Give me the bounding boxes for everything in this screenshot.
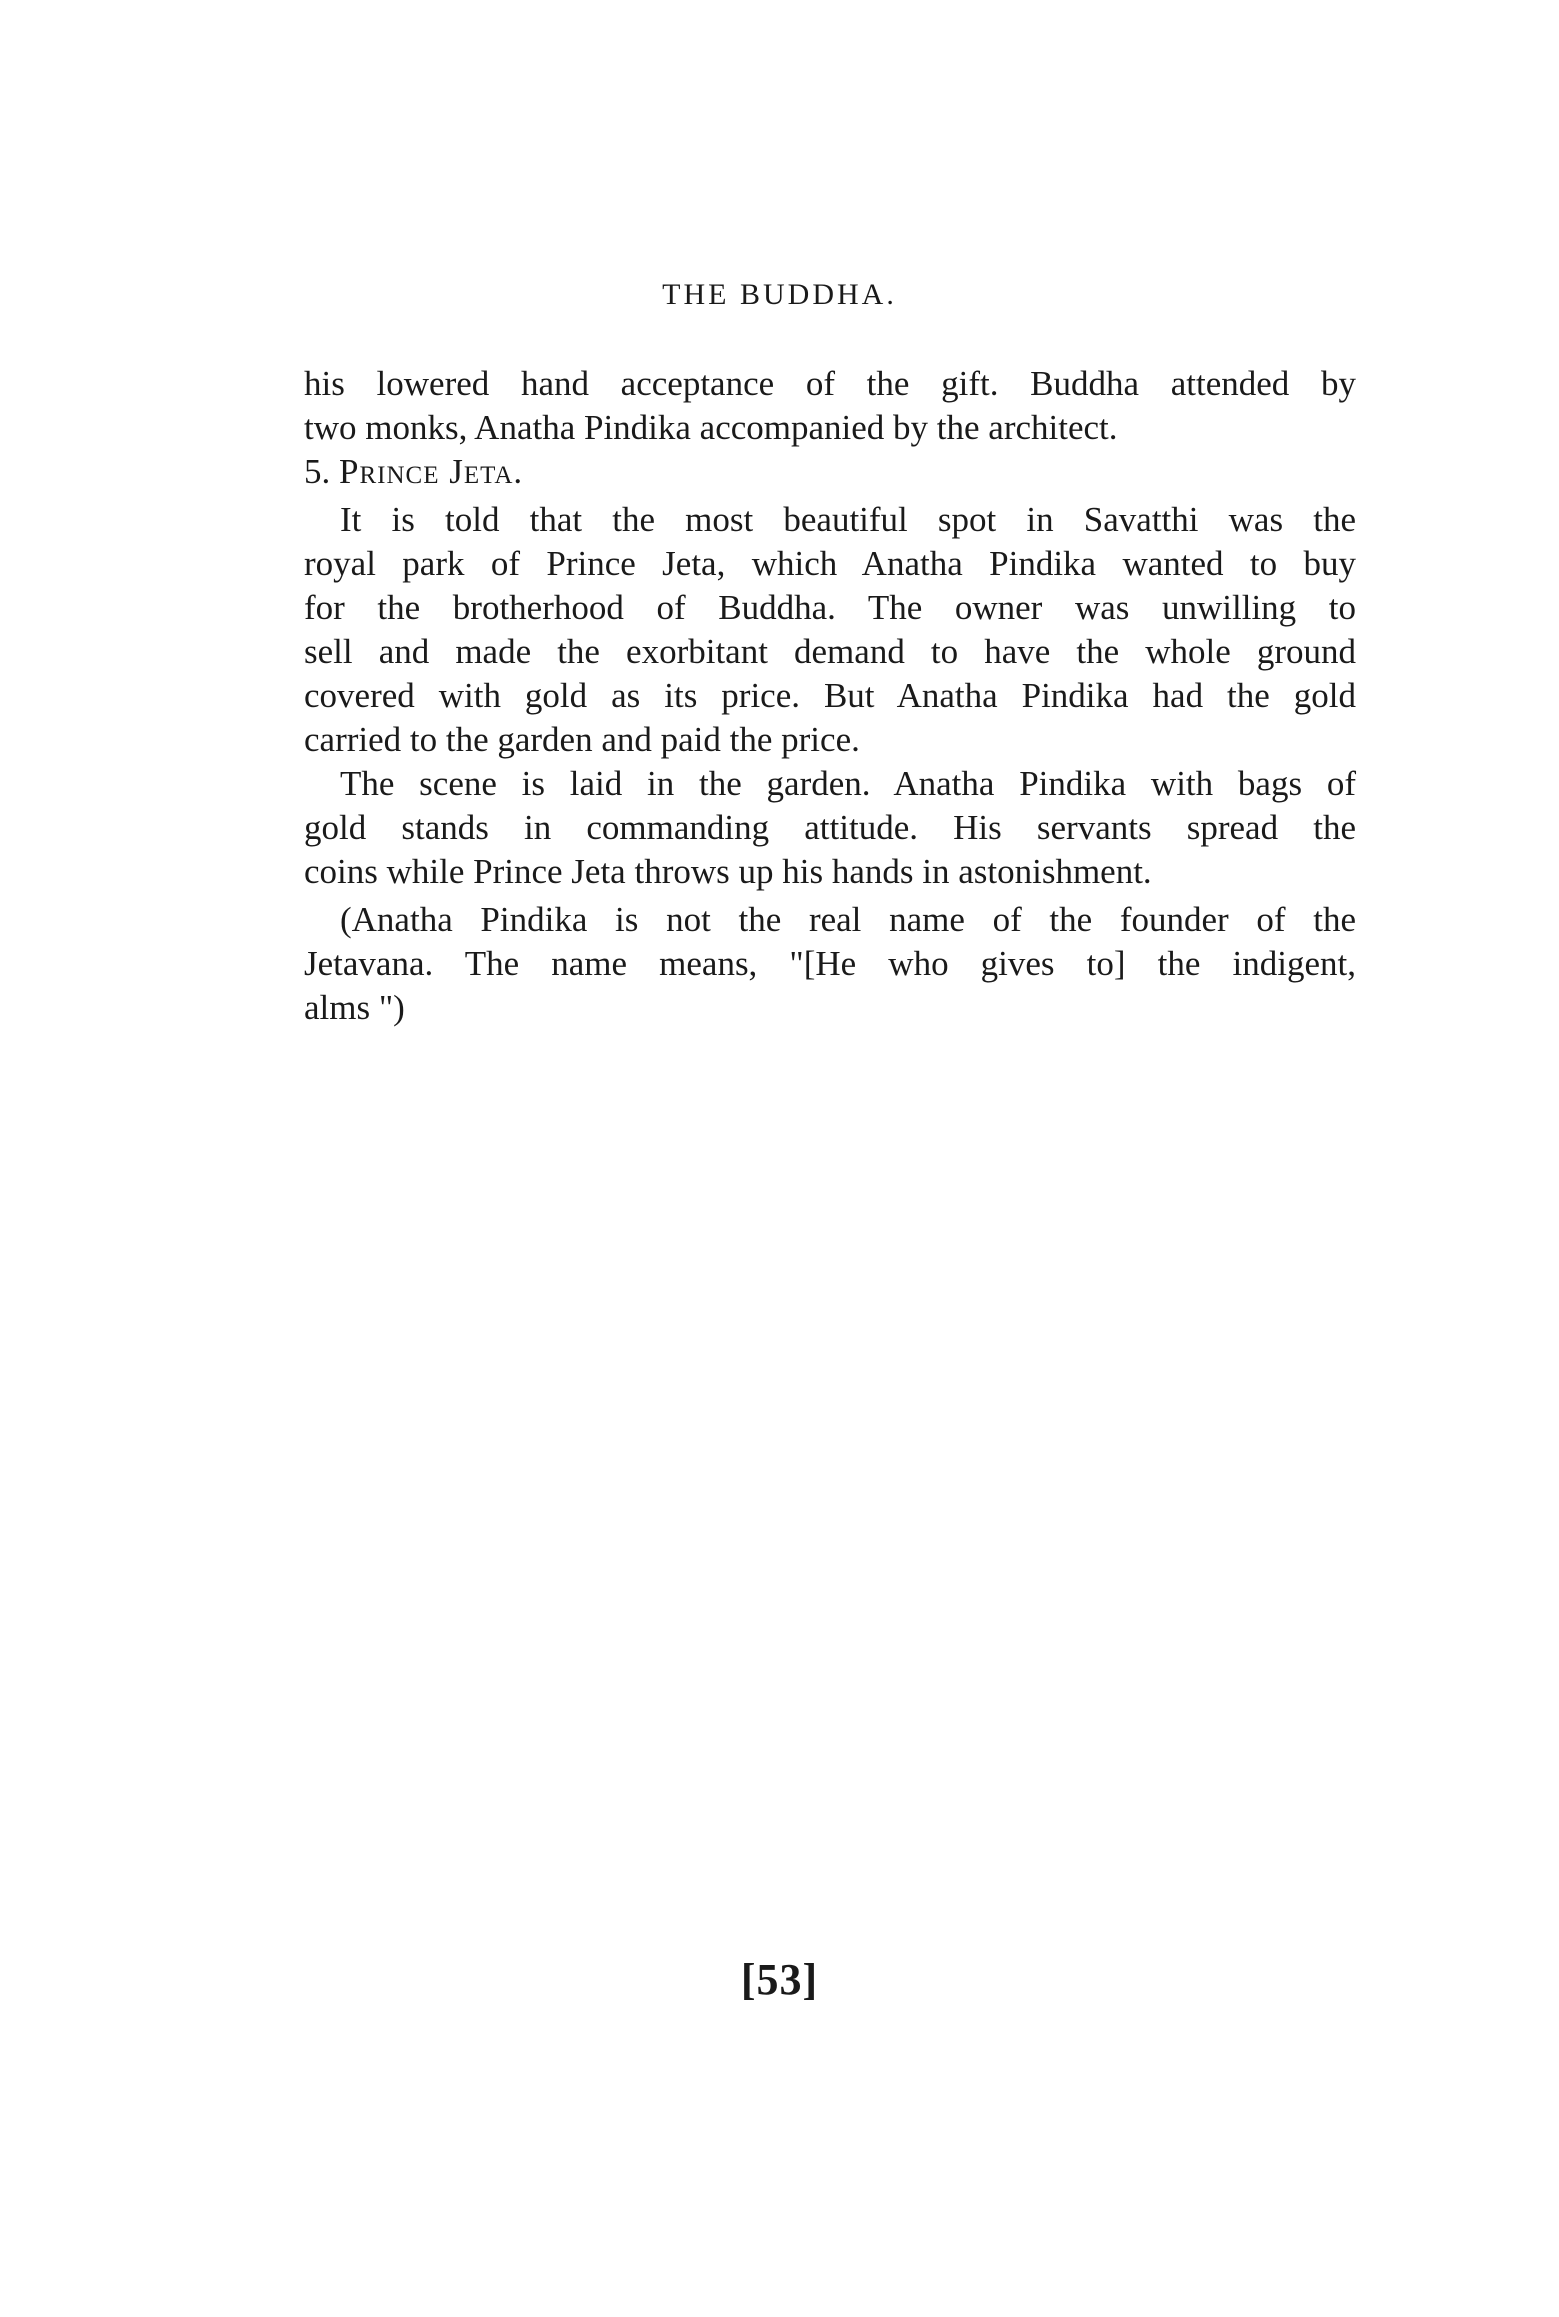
page-number: [53] xyxy=(740,1955,819,2004)
section-number: 5. xyxy=(304,452,331,491)
paragraph-line: (Anatha Pindika is not the real name of the founder of the xyxy=(340,900,1356,939)
paragraph-line: It is told that the most beautiful spot in Savatthi was the xyxy=(340,500,1356,539)
paragraph-line: sell and made the exorbitant demand to have the whole ground xyxy=(304,632,1356,671)
continuation-line: his lowered hand acceptance of the gift. Buddha attended by xyxy=(304,364,1356,403)
section-heading xyxy=(304,450,1356,494)
paragraph-line: coins while Prince Jeta throws up his hands in astonishment. xyxy=(304,852,1152,891)
continuation-line: two monks, Anatha Pindika accompanied by the architect. xyxy=(304,408,1118,447)
body-text xyxy=(304,362,1356,1030)
paragraph-line: covered with gold as its price. But Anatha Pindika had the gold xyxy=(304,676,1356,715)
paragraph-line: royal park of Prince Jeta, which Anatha Pindika wanted to buy xyxy=(304,544,1356,583)
paragraph-line: The scene is laid in the garden. Anatha Pindika with bags of xyxy=(340,764,1356,803)
section-title: Prince Jeta. xyxy=(339,452,524,491)
paragraph-line: Jetavana. The name means, "[He who gives to] the indigent, xyxy=(304,944,1356,983)
paragraph-line: gold stands in commanding attitude. His servants spread the xyxy=(304,808,1356,847)
paragraph-line: for the brotherhood of Buddha. The owner was unwilling to xyxy=(304,588,1356,627)
paragraph-line: alms ") xyxy=(304,988,405,1027)
running-head: THE BUDDHA. xyxy=(662,278,897,311)
paragraph-line: carried to the garden and paid the price. xyxy=(304,720,860,759)
